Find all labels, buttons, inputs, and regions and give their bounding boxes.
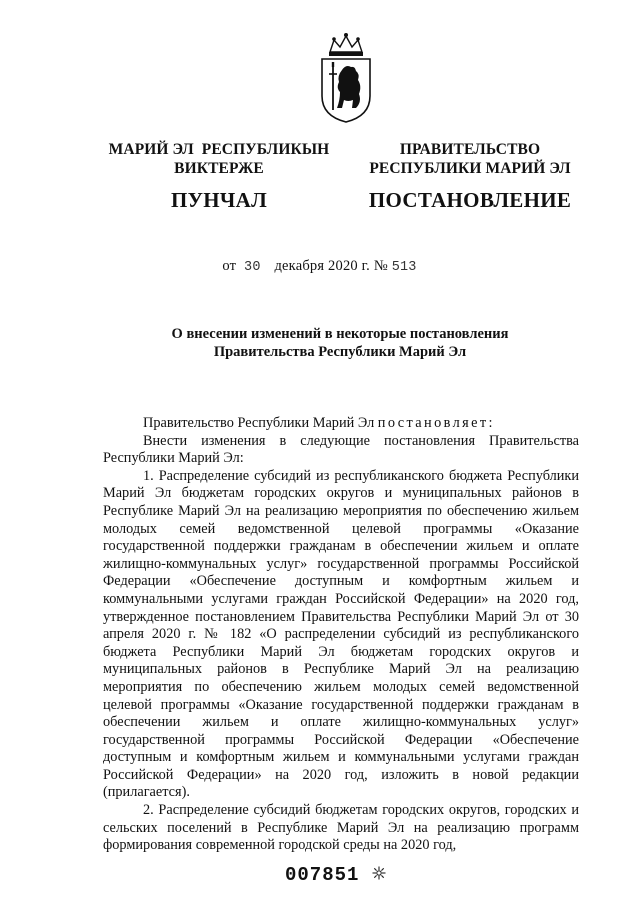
title-line1: О внесении изменений в некоторые постановления [171, 326, 509, 342]
date-line [0, 258, 639, 275]
body-paragraph-1 [103, 415, 579, 433]
document-body [103, 415, 579, 855]
document-title [80, 325, 600, 361]
body-paragraph-4: 2. Распределение субсидий бюджетам городских округов, городских и сельских поселений в Республике Марий Эл на реализацию программ формирования современной городской среды на 2020 год, [103, 802, 579, 854]
serial-number: 007851 [285, 864, 360, 886]
title-line2: Правительства Республики Марий Эл [213, 344, 467, 360]
header-left-line2: ВИКТЕРЖЕ [174, 160, 264, 177]
coat-of-arms-icon [318, 32, 374, 124]
date-day: 30 [244, 260, 261, 275]
body-paragraph-3: 1. Распределение субсидий из республиканского бюджета Республики Марий Эл бюджетам городских округов и муниципальных районов в Республике Марий Эл на реализацию мероприятия по обеспечению жильем молодых семей ведомственной целевой программы «Оказание государственной поддержки гражданам в обеспечении жильем и оплате жилищно-коммунальных услуг» государственной программы Российской Федерации «Обеспечение доступным и комфортным жильем и коммунальными услугами граждан Российской Федерации» на 2020 год, утвержденное постановлением Правительства Республики Марий Эл от 30 апреля 2020 г. № 182 «О распределении субсидий из республиканского бюджета Республики Марий Эл бюджетам городских округов и муниципальных районов в Республике Марий Эл на реализацию мероприятия по обеспечению жильем молодых семей ведомственной целевой программы «Оказание государственной поддержки гражданам в обеспечении жильем и оплате жилищно-коммунальных услуг» государственной программы Российской Федерации «Обеспечение доступным и комфортным жильем и коммунальными услугами граждан Российской Федерации» на 2020 год, изложить в новой редакции (прилагается). [103, 467, 579, 801]
header-left-line1: МАРИЙ ЭЛ РЕСПУБЛИКЫН [108, 141, 330, 158]
date-month-year: декабря 2020 г. № [274, 258, 388, 274]
body-p1-spaced: постановляет: [377, 415, 495, 431]
header-left-block [90, 140, 348, 212]
body-paragraph-2: Внести изменения в следующие постановления Правительства Республики Марий Эл: [103, 432, 579, 467]
header-right-line2: РЕСПУБЛИКИ МАРИЙ ЭЛ [369, 160, 571, 177]
body-p1-start: Правительство Республики Марий Эл [143, 415, 378, 431]
doc-type-russian: ПОСТАНОВЛЕНИЕ [368, 188, 572, 212]
header-right-line1: ПРАВИТЕЛЬСТВО [399, 141, 541, 158]
header-right-block [355, 140, 585, 212]
date-prefix: от [222, 258, 237, 274]
star-ornament-icon [372, 866, 386, 880]
doc-type-mari: ПУНЧАЛ [170, 188, 268, 212]
document-number: 513 [391, 260, 417, 275]
